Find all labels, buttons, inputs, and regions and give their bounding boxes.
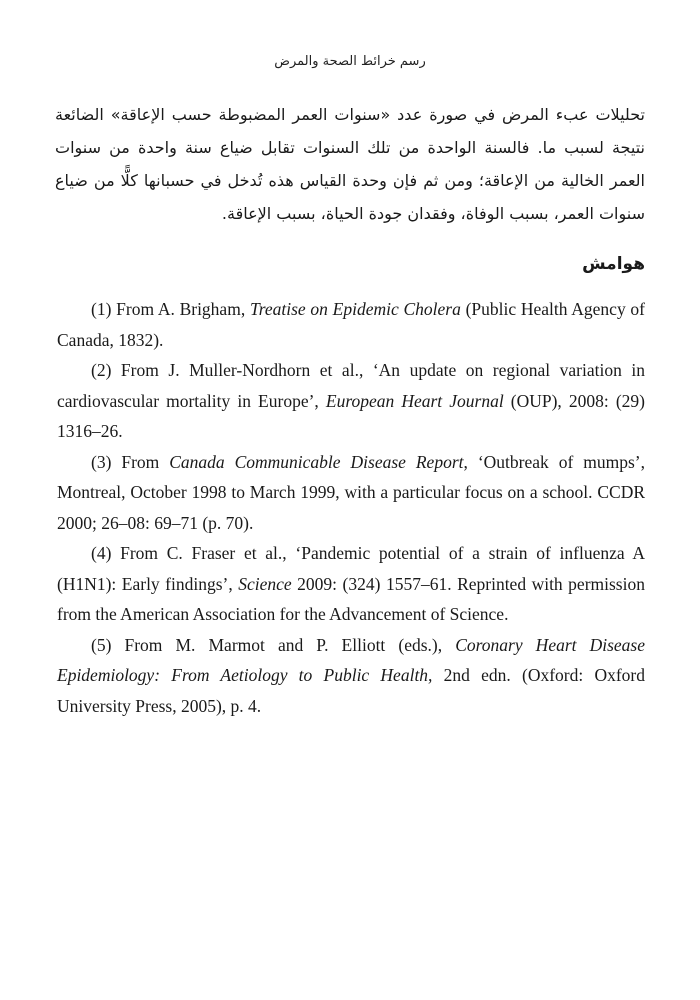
footnote-text: (5) From M. Marmot and P. Elliott (eds.),	[91, 634, 456, 655]
footnote-text: (4) From C. Fraser et al., ‘Pandemic potential of a strain of influenza A (H1N1): Early findings’,	[57, 543, 645, 594]
footnote-5	[57, 630, 645, 722]
footnote-text: , ‘Outbreak of mumps’, Montreal, October 1998 to March 1999, with a particular focus on a school. CCDR 2000; 26–08: 69–71 (p. 70).	[57, 451, 645, 533]
footnote-4	[57, 538, 645, 630]
footnote-title: Treatise on Epidemic Cholera	[249, 299, 461, 319]
notes-list	[57, 294, 645, 721]
footnote-2	[57, 355, 645, 447]
footnote-title: European Heart Journal	[325, 390, 504, 411]
footnote-text: (OUP), 2008: (29) 1316–26.	[57, 390, 645, 441]
notes-heading: هوامش	[582, 254, 645, 274]
body-paragraph: تحليلات عبء المرض في صورة عدد «سنوات العمر المضبوطة حسب الإعاقة» الضائعة نتيجة لسبب ما. فالسنة الواحدة من تلك السنوات تقابل ضياع سنة واحدة من سنوات العمر الخالية من الإعاقة؛ ومن ثم فإن وحدة القياس هذه تُدخل في حسبانها كلًّا من ضياع سنوات العمر، بسبب الوفاة، وفقدان جودة الحياة، بسبب الإعاقة.	[55, 105, 645, 223]
footnote-3	[57, 447, 645, 539]
footnote-title: Canada Communicable Disease Report	[169, 451, 464, 472]
running-header: رسم خرائط الصحة والمرض	[274, 54, 426, 69]
footnote-text: (3) From	[91, 451, 170, 472]
footnote-text: 2009: (324) 1557–61. Reprinted with permission from the American Association for the Advancement of Science.	[57, 573, 645, 624]
footnote-1	[57, 294, 645, 355]
footnote-text: 2nd edn. (Oxford: Oxford University Press, 2005), p. 4.	[57, 665, 646, 716]
footnote-text: (2) From J. Muller-Nordhorn et al., ‘An update on regional variation in cardiovascular mortality in Europe’,	[57, 360, 645, 411]
footnote-text: (1) From A. Brigham,	[91, 299, 250, 319]
footnote-title: Science	[238, 573, 292, 594]
footnote-title: Coronary Heart Disease Epidemiology: From Aetiology to Public Health,	[57, 634, 645, 685]
footnote-text: (Public Health Agency of Canada, 1832).	[57, 299, 646, 350]
